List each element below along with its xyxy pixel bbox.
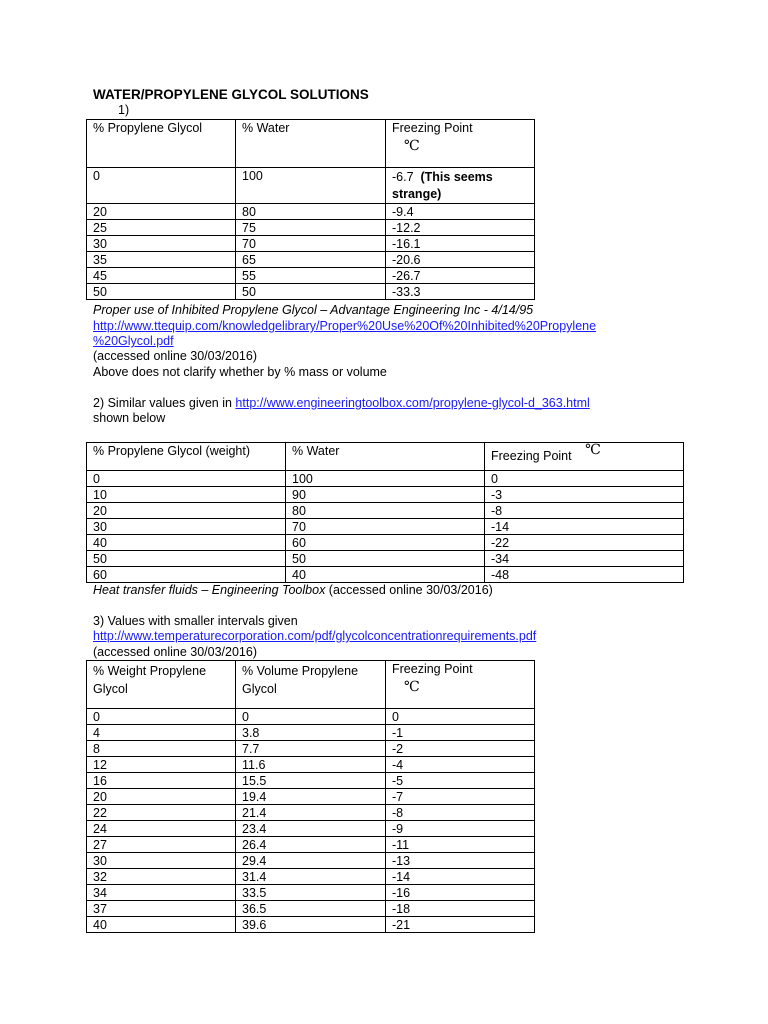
table-3 bbox=[86, 660, 535, 933]
source-1-accessed: (accessed online 30/03/2016) bbox=[93, 349, 258, 363]
table-cell: -2 bbox=[386, 741, 535, 757]
section-2-link[interactable]: http://www.engineeringtoolbox.com/propylene-glycol-d_363.html bbox=[235, 396, 590, 410]
table-cell: 34 bbox=[87, 885, 236, 901]
table-2-header-row bbox=[87, 443, 684, 471]
table-cell: 65 bbox=[236, 252, 386, 268]
table-row bbox=[87, 268, 535, 284]
table-cell: 30 bbox=[87, 236, 236, 252]
section-3-link[interactable]: http://www.temperaturecorporation.com/pdf/glycolconcentrationrequirements.pdf bbox=[93, 629, 537, 643]
header-line: Glycol bbox=[93, 682, 128, 696]
table-cell: -21 bbox=[386, 917, 535, 933]
table-cell: -18 bbox=[386, 901, 535, 917]
table-cell: 25 bbox=[87, 220, 236, 236]
table-3-header-cell bbox=[236, 661, 386, 709]
table-cell: 16 bbox=[87, 773, 236, 789]
table-cell: 11.6 bbox=[236, 757, 386, 773]
table-row bbox=[87, 709, 535, 725]
table-cell: 22 bbox=[87, 805, 236, 821]
table-cell: 12 bbox=[87, 757, 236, 773]
table-cell: 8 bbox=[87, 741, 236, 757]
table-cell: -4 bbox=[386, 757, 535, 773]
table-row bbox=[87, 535, 684, 551]
table-cell: 30 bbox=[87, 519, 286, 535]
table-row bbox=[87, 503, 684, 519]
table-cell: -9.4 bbox=[386, 204, 535, 220]
table-cell: 90 bbox=[286, 487, 485, 503]
table-cell: -16.1 bbox=[386, 236, 535, 252]
table-row bbox=[87, 901, 535, 917]
source-1-citation: Proper use of Inhibited Propylene Glycol – Advantage Engineering Inc - 4/14/95 bbox=[93, 303, 534, 317]
table-cell: 50 bbox=[286, 551, 485, 567]
table-cell: 21.4 bbox=[236, 805, 386, 821]
table-row bbox=[87, 821, 535, 837]
table-row bbox=[87, 168, 535, 204]
table-3-header-cell bbox=[386, 661, 535, 709]
table-cell: 50 bbox=[236, 284, 386, 300]
table-row bbox=[87, 220, 535, 236]
table-cell: 75 bbox=[236, 220, 386, 236]
table-row bbox=[87, 471, 684, 487]
section-3-intro: 3) Values with smaller intervals given bbox=[93, 614, 298, 628]
table-1 bbox=[86, 119, 535, 300]
table-cell: 10 bbox=[87, 487, 286, 503]
table-cell: -12.2 bbox=[386, 220, 535, 236]
table-cell: -20.6 bbox=[386, 252, 535, 268]
table-row bbox=[87, 853, 535, 869]
table-row bbox=[87, 837, 535, 853]
table-cell: 0 bbox=[386, 709, 535, 725]
table-cell: -34 bbox=[485, 551, 684, 567]
table-cell: 0 bbox=[87, 471, 286, 487]
table-cell: -9 bbox=[386, 821, 535, 837]
table-cell: 40 bbox=[87, 535, 286, 551]
table-cell: -33.3 bbox=[386, 284, 535, 300]
table-row bbox=[87, 917, 535, 933]
table-cell: -26.7 bbox=[386, 268, 535, 284]
freezing-point-label: Freezing Point bbox=[392, 121, 473, 135]
section-2-intro bbox=[93, 396, 590, 411]
table-3-header-cell bbox=[87, 661, 236, 709]
table-cell: 80 bbox=[286, 503, 485, 519]
table-cell: 60 bbox=[286, 535, 485, 551]
table-row bbox=[87, 551, 684, 567]
table-cell: -1 bbox=[386, 725, 535, 741]
table-row bbox=[87, 789, 535, 805]
source-1-link[interactable]: http://www.ttequip.com/knowledgelibrary/Proper%20Use%20Of%20Inhibited%20Propylene bbox=[93, 319, 597, 333]
table-cell: -8 bbox=[386, 805, 535, 821]
table-2-header-cell: % Propylene Glycol (weight) bbox=[87, 443, 286, 471]
celsius-unit: ℃ bbox=[404, 679, 420, 695]
table-cell: 4 bbox=[87, 725, 236, 741]
header-line: % Volume Propylene bbox=[242, 664, 359, 678]
source-2-citation bbox=[93, 583, 493, 598]
table-cell: 15.5 bbox=[236, 773, 386, 789]
table-cell: -22 bbox=[485, 535, 684, 551]
table-cell: 36.5 bbox=[236, 901, 386, 917]
table-cell: 35 bbox=[87, 252, 236, 268]
strange-note: (This seems strange) bbox=[392, 170, 493, 201]
table-cell: 70 bbox=[286, 519, 485, 535]
header-line: Glycol bbox=[242, 682, 277, 696]
header-line: % Weight Propylene bbox=[93, 664, 207, 678]
table-cell: 31.4 bbox=[236, 869, 386, 885]
table-cell: 24 bbox=[87, 821, 236, 837]
table-cell: 0 bbox=[87, 168, 236, 204]
table-cell: 70 bbox=[236, 236, 386, 252]
table-row bbox=[87, 741, 535, 757]
table-1-header-cell: % Water bbox=[236, 120, 386, 168]
freezing-value: -6.7 bbox=[392, 170, 414, 184]
table-cell: 7.7 bbox=[236, 741, 386, 757]
document-title: WATER/PROPYLENE GLYCOL SOLUTIONS bbox=[93, 87, 369, 102]
celsius-unit: ℃ bbox=[585, 442, 601, 458]
table-cell: 100 bbox=[286, 471, 485, 487]
source-2-accessed: (accessed online 30/03/2016) bbox=[325, 583, 493, 597]
table-2-header-cell: % Water bbox=[286, 443, 485, 471]
table-cell: 60 bbox=[87, 567, 286, 583]
table-1-header-row bbox=[87, 120, 535, 168]
table-row bbox=[87, 757, 535, 773]
table-2 bbox=[86, 442, 684, 583]
table-cell: -7 bbox=[386, 789, 535, 805]
table-cell: 50 bbox=[87, 551, 286, 567]
table-cell: -8 bbox=[485, 503, 684, 519]
table-3-header-row bbox=[87, 661, 535, 709]
table-cell: -13 bbox=[386, 853, 535, 869]
table-cell: -5 bbox=[386, 773, 535, 789]
table-cell: 50 bbox=[87, 284, 236, 300]
table-2-header-cell bbox=[485, 443, 684, 471]
table-cell: 27 bbox=[87, 837, 236, 853]
table-cell bbox=[386, 168, 535, 204]
table-row bbox=[87, 805, 535, 821]
table-cell: 0 bbox=[236, 709, 386, 725]
table-1-header-cell bbox=[386, 120, 535, 168]
table-row bbox=[87, 487, 684, 503]
section-2-prefix: 2) Similar values given in bbox=[93, 396, 236, 410]
table-cell: 30 bbox=[87, 853, 236, 869]
table-cell: 3.8 bbox=[236, 725, 386, 741]
section-3-accessed: (accessed online 30/03/2016) bbox=[93, 645, 258, 659]
table-cell: 29.4 bbox=[236, 853, 386, 869]
table-row bbox=[87, 773, 535, 789]
table-cell: 23.4 bbox=[236, 821, 386, 837]
celsius-unit: ℃ bbox=[404, 138, 420, 154]
table-row bbox=[87, 885, 535, 901]
source-2-title: Heat transfer fluids – Engineering Toolbox bbox=[93, 583, 326, 597]
table-cell: -14 bbox=[485, 519, 684, 535]
section-2-suffix: shown below bbox=[93, 411, 166, 425]
table-cell: 26.4 bbox=[236, 837, 386, 853]
table-cell: -14 bbox=[386, 869, 535, 885]
table-cell: 55 bbox=[236, 268, 386, 284]
table-cell: 20 bbox=[87, 789, 236, 805]
table-cell: -3 bbox=[485, 487, 684, 503]
table-cell: 37 bbox=[87, 901, 236, 917]
table-row bbox=[87, 567, 684, 583]
table-cell: 80 bbox=[236, 204, 386, 220]
table-cell: 20 bbox=[87, 503, 286, 519]
table-cell: 20 bbox=[87, 204, 236, 220]
freezing-point-label: Freezing Point bbox=[491, 449, 572, 463]
table-row bbox=[87, 869, 535, 885]
source-1-note: Above does not clarify whether by % mass or volume bbox=[93, 365, 387, 379]
section-1-marker: 1) bbox=[118, 103, 130, 117]
table-cell: 32 bbox=[87, 869, 236, 885]
table-cell: 40 bbox=[286, 567, 485, 583]
source-1-link-continued[interactable]: %20Glycol.pdf bbox=[93, 334, 174, 348]
table-row bbox=[87, 236, 535, 252]
table-row bbox=[87, 725, 535, 741]
table-cell: 100 bbox=[236, 168, 386, 204]
table-row bbox=[87, 519, 684, 535]
table-row bbox=[87, 284, 535, 300]
table-row bbox=[87, 252, 535, 268]
table-cell: -11 bbox=[386, 837, 535, 853]
table-cell: -16 bbox=[386, 885, 535, 901]
table-cell: 40 bbox=[87, 917, 236, 933]
table-1-header-cell: % Propylene Glycol bbox=[87, 120, 236, 168]
table-cell: 0 bbox=[87, 709, 236, 725]
table-cell: 19.4 bbox=[236, 789, 386, 805]
table-cell: 39.6 bbox=[236, 917, 386, 933]
table-cell: -48 bbox=[485, 567, 684, 583]
table-cell: 33.5 bbox=[236, 885, 386, 901]
table-cell: 45 bbox=[87, 268, 236, 284]
freezing-point-label: Freezing Point bbox=[392, 662, 473, 676]
table-cell: 0 bbox=[485, 471, 684, 487]
table-row bbox=[87, 204, 535, 220]
